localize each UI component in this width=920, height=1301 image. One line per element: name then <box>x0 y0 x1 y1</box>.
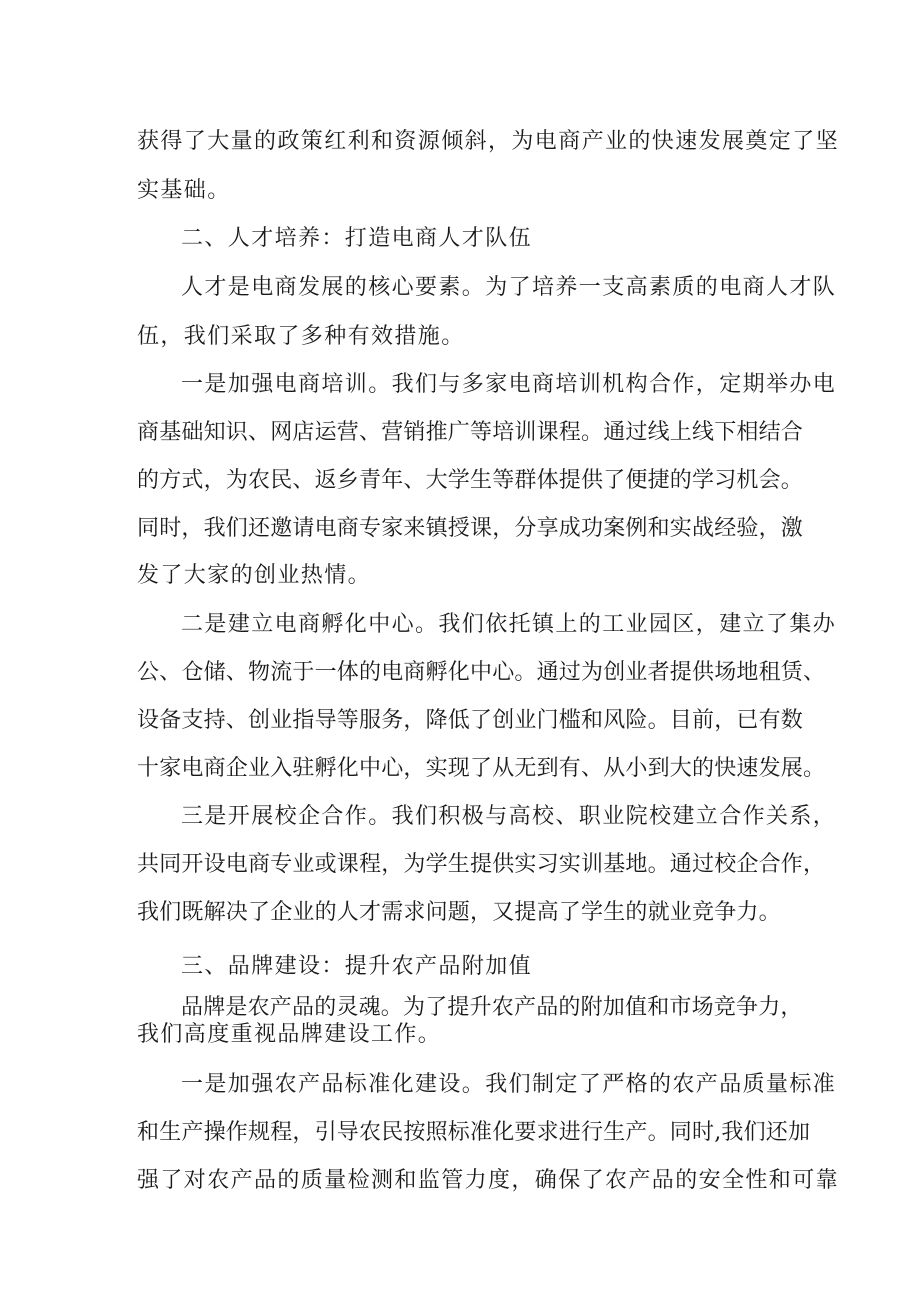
text-line: 我们高度重视品牌建设工作。 <box>137 1022 442 1047</box>
text-line: 伍，我们采取了多种有效措施。 <box>137 324 465 349</box>
text-line: 同时，我们还邀请电商专家来镇授课，分享成功案例和实战经验，激 <box>137 516 804 541</box>
text-line: 人才是电商发展的核心要素。为了培养一支高素质的电商人才队 <box>181 275 837 300</box>
text-line: 我们既解决了企业的人才需求问题，又提高了学生的就业竞争力。 <box>137 900 781 925</box>
text-line: 实基础。 <box>137 178 231 203</box>
text-line: 设备支持、创业指导等服务，降低了创业门槛和风险。目前，已有数 <box>137 708 804 733</box>
text-line: 二是建立电商孵化中心。我们依托镇上的工业园区，建立了集办 <box>181 612 837 637</box>
text-line: 和生产操作规程，引导农民按照标准化要求进行生产。同时,我们还加 <box>137 1120 811 1145</box>
text-line: 商基础知识、网店运营、营销推广等培训课程。通过线上线下相结合 <box>137 420 804 445</box>
text-line: 三是开展校企合作。我们积极与高校、职业院校建立合作关系， <box>181 804 837 829</box>
text-line: 一是加强电商培训。我们与多家电商培训机构合作，定期举办电 <box>181 372 837 397</box>
text-line: 获得了大量的政策红利和资源倾斜，为电商产业的快速发展奠定了坚 <box>137 129 840 154</box>
text-line: 的方式，为农民、返乡青年、大学生等群体提供了便捷的学习机会。 <box>137 468 804 493</box>
text-line: 品牌是农产品的灵魂。为了提升农产品的附加值和市场竞争力， <box>181 995 803 1020</box>
text-line: 公、仓储、物流于一体的电商孵化中心。通过为创业者提供场地租赁、 <box>137 660 826 685</box>
text-line: 十家电商企业入驻孵化中心，实现了从无到有、从小到大的快速发展。 <box>137 756 826 781</box>
section-heading: 二、人才培养：打造电商人才队伍 <box>181 226 533 251</box>
text-line: 一是加强农产品标准化建设。我们制定了严格的农产品质量标准 <box>181 1072 837 1097</box>
text-line: 发了大家的创业热情。 <box>137 563 372 588</box>
section-heading: 三、品牌建设：提升农产品附加值 <box>181 954 533 979</box>
text-line: 共同开设电商专业或课程，为学生提供实习实训基地。通过校企合作， <box>137 852 826 877</box>
text-line: 强了对农产品的质量检测和监管力度，确保了农产品的安全性和可靠 <box>137 1168 840 1193</box>
